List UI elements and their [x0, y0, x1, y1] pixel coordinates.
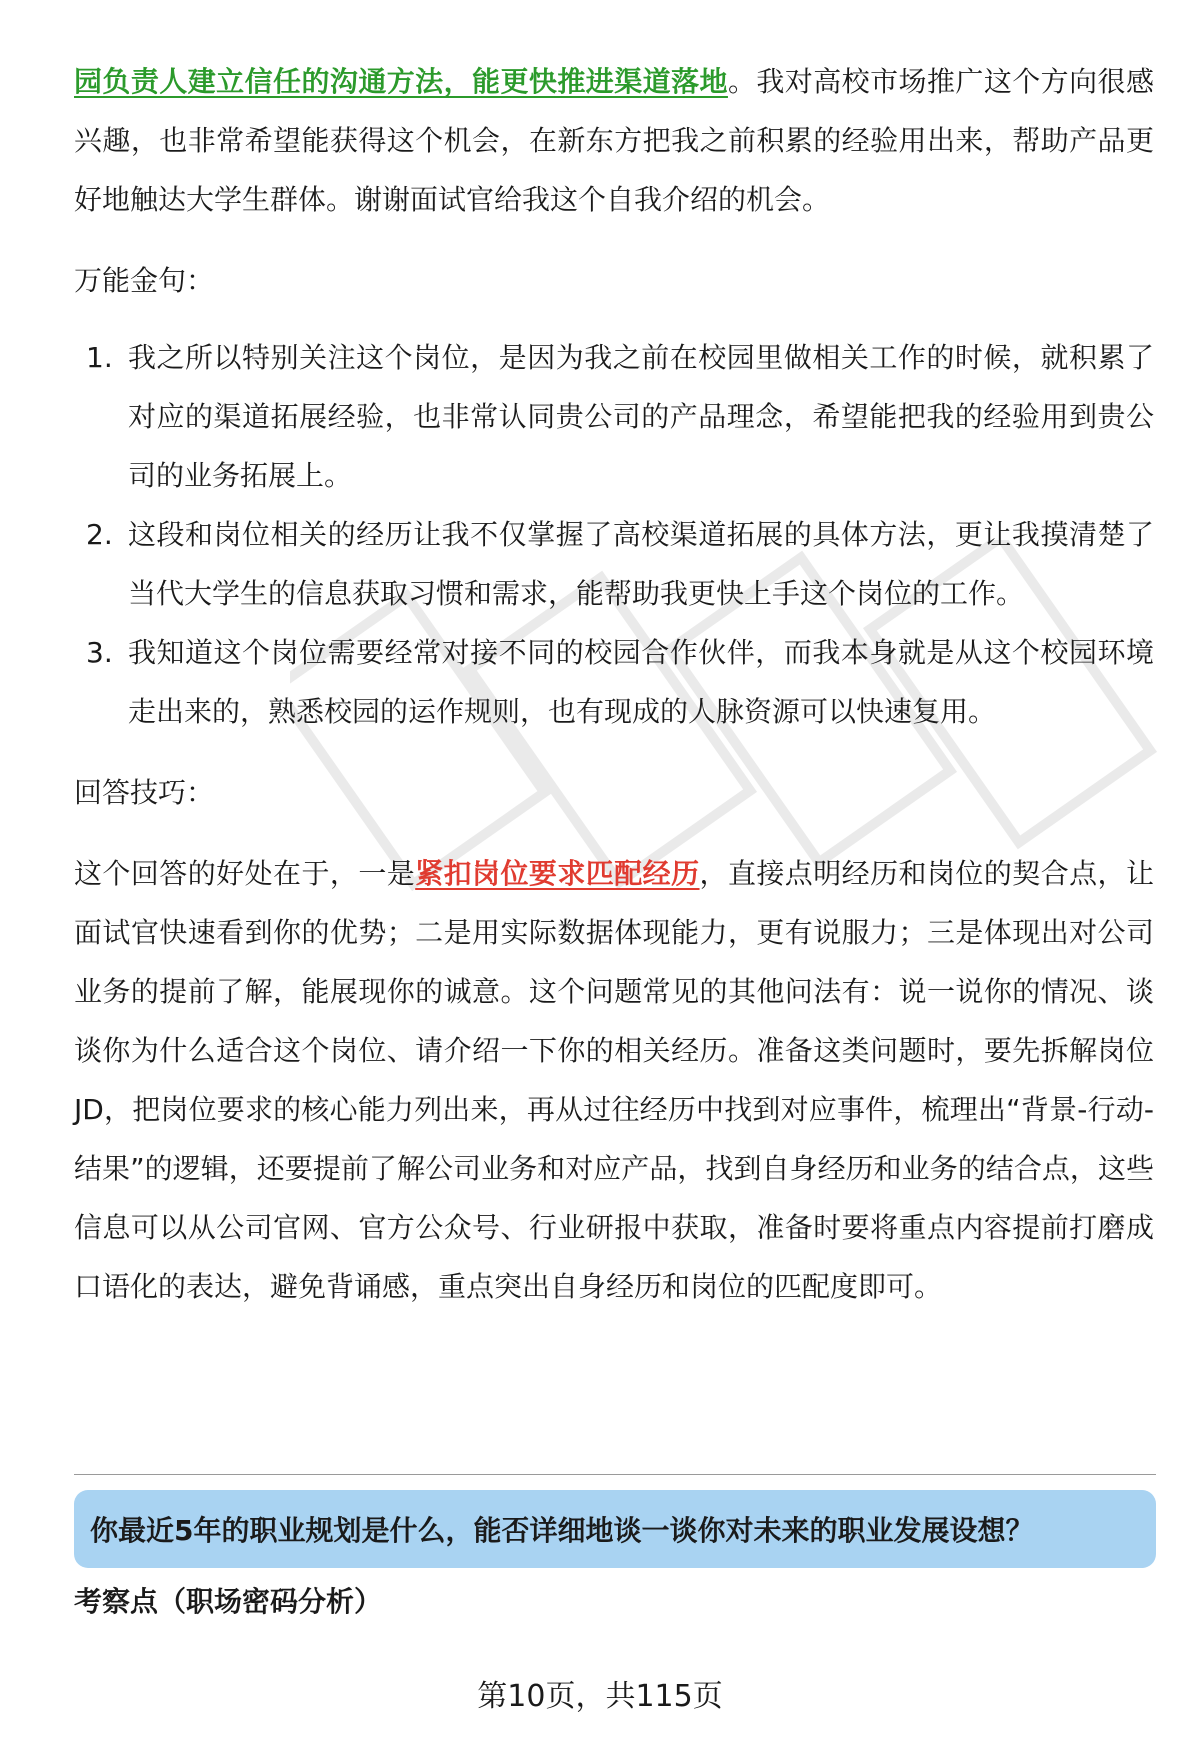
tips-before: 这个回答的好处在于，一是 — [74, 857, 416, 890]
list-item-number: 2. — [86, 518, 113, 551]
list-item-text: 这段和岗位相关的经历让我不仅掌握了高校渠道拓展的具体方法，更让我摸清楚了当代大学生的信息获取习惯和需求，能帮助我更快上手这个岗位的工作。 — [128, 518, 1154, 610]
golden-sentences-label: 万能金句： — [74, 264, 215, 297]
section-divider — [74, 1474, 1156, 1475]
intro-rest: 。我对高校市场推广这个方向很感兴趣，也非常希望能获得这个机会，在新东方把我之前积累的经验用出来，帮助产品更好地触达大学生群体。谢谢面试官给我这个自我介绍的机会。 — [74, 65, 1154, 216]
document-body — [74, 52, 1154, 1316]
list-item — [74, 623, 1154, 741]
list-item-text: 我知道这个岗位需要经常对接不同的校园合作伙伴，而我本身就是从这个校园环境走出来的，熟悉校园的运作规则，也有现成的人脉资源可以快速复用。 — [128, 636, 1154, 728]
tips-highlight: 紧扣岗位要求匹配经历 — [415, 857, 700, 890]
list-item-number: 1. — [86, 341, 113, 374]
intro-highlight: 园负责人建立信任的沟通方法，能更快推进渠道落地 — [74, 65, 728, 98]
tips-after: ，直接点明经历和岗位的契合点，让面试官快速看到你的优势；二是用实际数据体现能力，更有说服力；三是体现出对公司业务的提前了解，能展现你的诚意。这个问题常见的其他问法有：说一说你的情况、谈谈你为什么适合这个岗位、请介绍一下你的相关经历。准备这类问题时，要先拆解岗位JD，把岗位要求的核心能力列出来，再从过往经历中找到对应事件，梳理出“背景-行动-结果”的逻辑，还要提前了解公司业务和对应产品，找到自身经历和业务的结合点，这些信息可以从公司官网、官方公众号、行业研报中获取，准备时要将重点内容提前打磨成口语化的表达，避免背诵感，重点突出自身经历和岗位的匹配度即可。 — [74, 857, 1154, 1303]
list-item — [74, 505, 1154, 623]
golden-sentences-list — [74, 328, 1154, 741]
answer-tips-label: 回答技巧： — [74, 776, 215, 809]
list-item-number: 3. — [86, 636, 113, 669]
assessment-points-heading: 考察点（职场密码分析） — [74, 1585, 383, 1618]
page-number-footer: 第10页，共115页 — [477, 1679, 723, 1714]
list-item — [74, 328, 1154, 505]
intro-paragraph — [74, 52, 1154, 229]
list-item-text: 我之所以特别关注这个岗位，是因为我之前在校园里做相关工作的时候，就积累了对应的渠道拓展经验，也非常认同贵公司的产品理念，希望能把我的经验用到贵公司的业务拓展上。 — [128, 341, 1154, 492]
question-text: 你最近5年的职业规划是什么，能否详细地谈一谈你对未来的职业发展设想？ — [90, 1514, 1034, 1547]
question-banner — [74, 1490, 1156, 1568]
answer-tips-paragraph — [74, 844, 1154, 1316]
